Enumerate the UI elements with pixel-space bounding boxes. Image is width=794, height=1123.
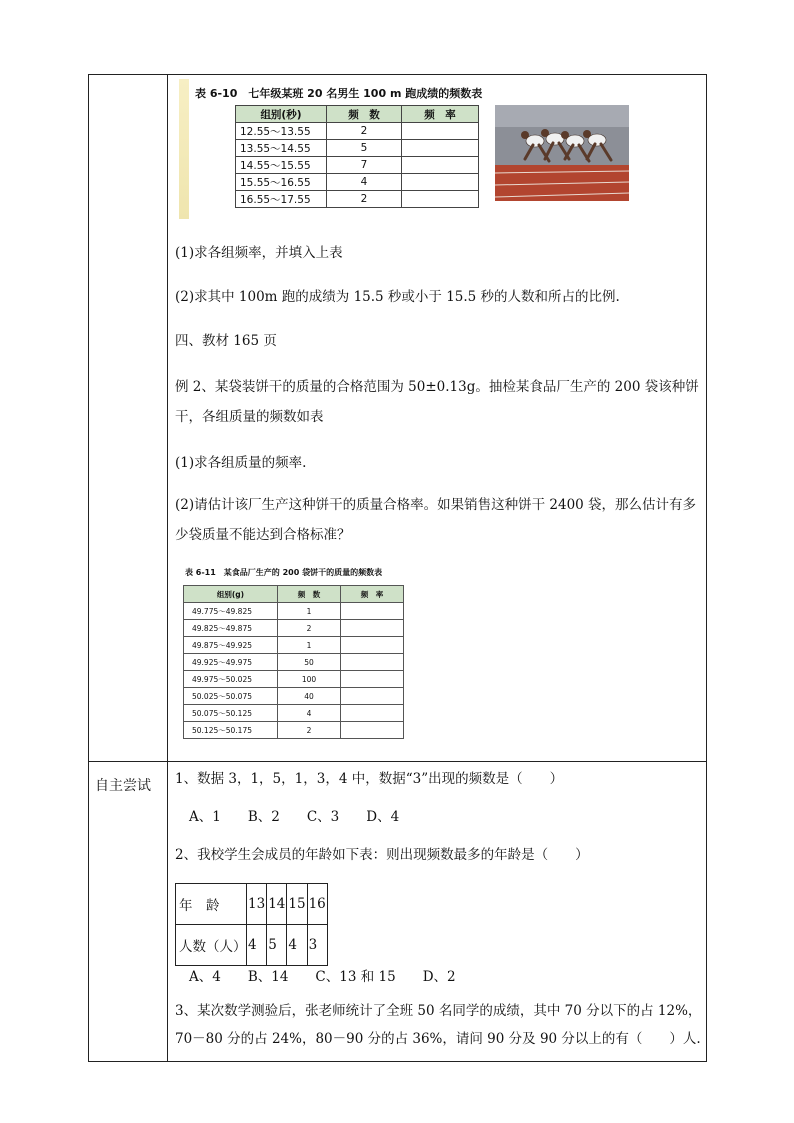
figure-6-10-title: 表 6-10 七年级某班 20 名男生 100 m 跑成绩的频数表 [195, 87, 483, 100]
figure-6-11 [179, 567, 419, 749]
worksheet-table [88, 74, 707, 1062]
age-label: 年 龄 [176, 884, 247, 925]
row-label-self-try: 自主尝试 [95, 778, 151, 794]
try-question-2-options: A、4 B、14 C、13 和 15 D、2 [189, 969, 456, 985]
table-row: 49.975～50.025 100 [184, 671, 404, 688]
figure-side-bar [179, 79, 189, 219]
column-divider [167, 75, 168, 1061]
table-row: 50.025～50.075 40 [184, 688, 404, 705]
frequency-table-biscuits [183, 585, 404, 739]
question-2: (2)求其中 100m 跑的成绩为 15.5 秒或小于 15.5 秒的人数和所占的比例. [175, 289, 620, 305]
try-question-3-line-2: 70－80 分的占 24%，80－90 分的占 36%，请问 90 分及 90 分以上的有（ ）人. [175, 1031, 701, 1047]
count-label: 人数（人） [176, 925, 247, 966]
table-row: 49.775～49.825 1 [184, 603, 404, 620]
frequency-table-100m [235, 105, 479, 208]
table-row: 49.925～49.975 50 [184, 654, 404, 671]
table-row: 15.55～16.55 4 [236, 174, 479, 191]
table-row: 人数（人） 4 5 4 3 [176, 925, 328, 966]
figure-6-10 [179, 79, 627, 219]
table-row: 49.825～49.875 2 [184, 620, 404, 637]
example-2-question-1: (1)求各组质量的频率. [175, 455, 307, 471]
example-2-question-2-line-1: (2)请估计该厂生产这种饼干的质量合格率。如果销售这种饼干 2400 袋，那么估计有多 [175, 497, 697, 513]
table-row: 50.125～50.175 2 [184, 722, 404, 739]
header-rate: 频 率 [402, 106, 479, 123]
table-row: 12.55～13.55 2 [236, 123, 479, 140]
table-row: 50.075～50.125 4 [184, 705, 404, 722]
table-row: 16.55～17.55 2 [236, 191, 479, 208]
table-row: 14.55～15.55 7 [236, 157, 479, 174]
header-rate: 频 率 [341, 586, 404, 603]
header-count: 频 数 [327, 106, 402, 123]
table-row: 13.55～14.55 5 [236, 140, 479, 157]
table-row: 年 龄 13 14 15 16 [176, 884, 328, 925]
header-count: 频 数 [278, 586, 341, 603]
section-heading-4: 四、教材 165 页 [175, 333, 277, 349]
try-question-2: 2、我校学生会成员的年龄如下表：则出现频数最多的年龄是（ ） [175, 847, 589, 863]
age-table [175, 883, 328, 966]
example-2-question-2-line-2: 少袋质量不能达到合格标准？ [175, 527, 351, 543]
figure-6-11-title: 表 6-11 某食品厂生产的 200 袋饼干的质量的频数表 [185, 568, 383, 577]
header-group: 组别(秒) [236, 106, 327, 123]
row-divider [89, 761, 706, 762]
example-2-line-1: 例 2、某袋装饼干的质量的合格范围为 50±0.13g。抽检某食品厂生产的 200 袋该种饼 [175, 379, 699, 395]
try-question-1-options: A、1 B、2 C、3 D、4 [189, 809, 400, 825]
table-row: 49.875～49.925 1 [184, 637, 404, 654]
try-question-1: 1、数据 3，1，5，1，3，4 中，数据“3”出现的频数是（ ） [175, 771, 564, 787]
header-group: 组别(g) [184, 586, 278, 603]
try-question-3-line-1: 3、某次数学测验后，张老师统计了全班 50 名同学的成绩，其中 70 分以下的占 12%， [175, 1003, 702, 1019]
sprinters-photo [495, 105, 629, 201]
example-2-line-2: 干，各组质量的频数如表 [175, 409, 324, 425]
question-1: (1)求各组频率，并填入上表 [175, 245, 343, 261]
